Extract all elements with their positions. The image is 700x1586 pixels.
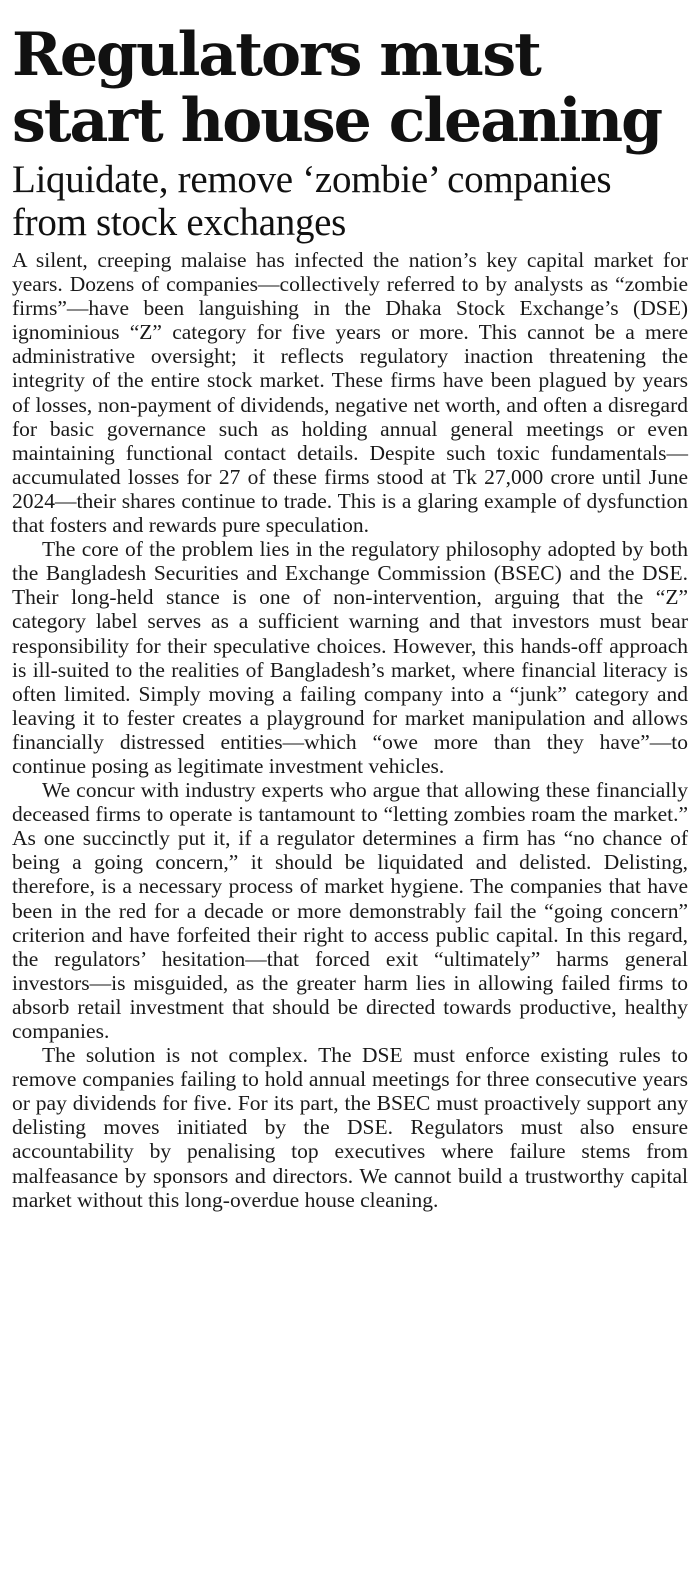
subheadline: Liquidate, remove ‘zombie’ companies from stock exchanges bbox=[12, 158, 612, 244]
paragraph-2: The core of the problem lies in the regulatory philosophy adopted by both the Bangladesh Securities and Exchange Commission (BSEC) and the DSE. Their long-held stance is one of non-intervention, arguing that the “Z” category label serves as a sufficient warning and that investors must bear responsibility for their speculative choices. However, this hands-off approach is ill-suited to the realities of Bangladesh’s market, where financial literacy is often limited. Simply moving a failing company into a “junk” category and leaving it to fester creates a playground for market manipulation and allows financially distressed entities—which “owe more than they have”—to continue posing as legitimate investment vehicles. bbox=[12, 537, 688, 778]
paragraph-3: We concur with industry experts who argue that allowing these financially deceased firms to operate is tantamount to “letting zombies roam the market.” As one succinctly put it, if a regulator determines a firm has “no chance of being a going concern,” it should be liquidated and delisted. Delisting, therefore, is a necessary process of market hygiene. The companies that have been in the red for a decade or more demonstrably fail the “going concern” criterion and have forfeited their right to access public capital. In this regard, the regulators’ hesitation—that forced exit “ultimately” harms general investors—is misguided, as the greater harm lies in allowing failed firms to absorb retail investment that should be directed towards productive, healthy companies. bbox=[12, 778, 688, 1043]
paragraph-1: A silent, creeping malaise has infected the nation’s key capital market for years. Dozens of companies—collectively referred to by analysts as “zombie firms”—have been languishing in the Dhaka Stock Exchange’s (DSE) ignominious “Z” category for five years or more. This cannot be a mere administrative oversight; it reflects regulatory inaction threatening the integrity of the entire stock market. These firms have been plagued by years of losses, non-payment of dividends, negative net worth, and often a disregard for basic governance such as holding annual general meetings or even maintaining functional contact details. Despite such toxic fundamentals—accumulated losses for 27 of these firms stood at Tk 27,000 crore until June 2024—their shares continue to trade. This is a glaring example of dysfunction that fosters and rewards pure speculation. bbox=[12, 248, 688, 538]
article-body bbox=[12, 248, 688, 1212]
headline: Regulators must start house cleaning bbox=[12, 20, 662, 156]
paragraph-4: The solution is not complex. The DSE must enforce existing rules to remove companies failing to hold annual meetings for three consecutive years or pay dividends for five. For its part, the BSEC must proactively support any delisting moves initiated by the DSE. Regulators must also ensure accountability by penalising top executives where failure stems from malfeasance by sponsors and directors. We cannot build a trustworthy capital market without this long-overdue house cleaning. bbox=[12, 1043, 688, 1212]
